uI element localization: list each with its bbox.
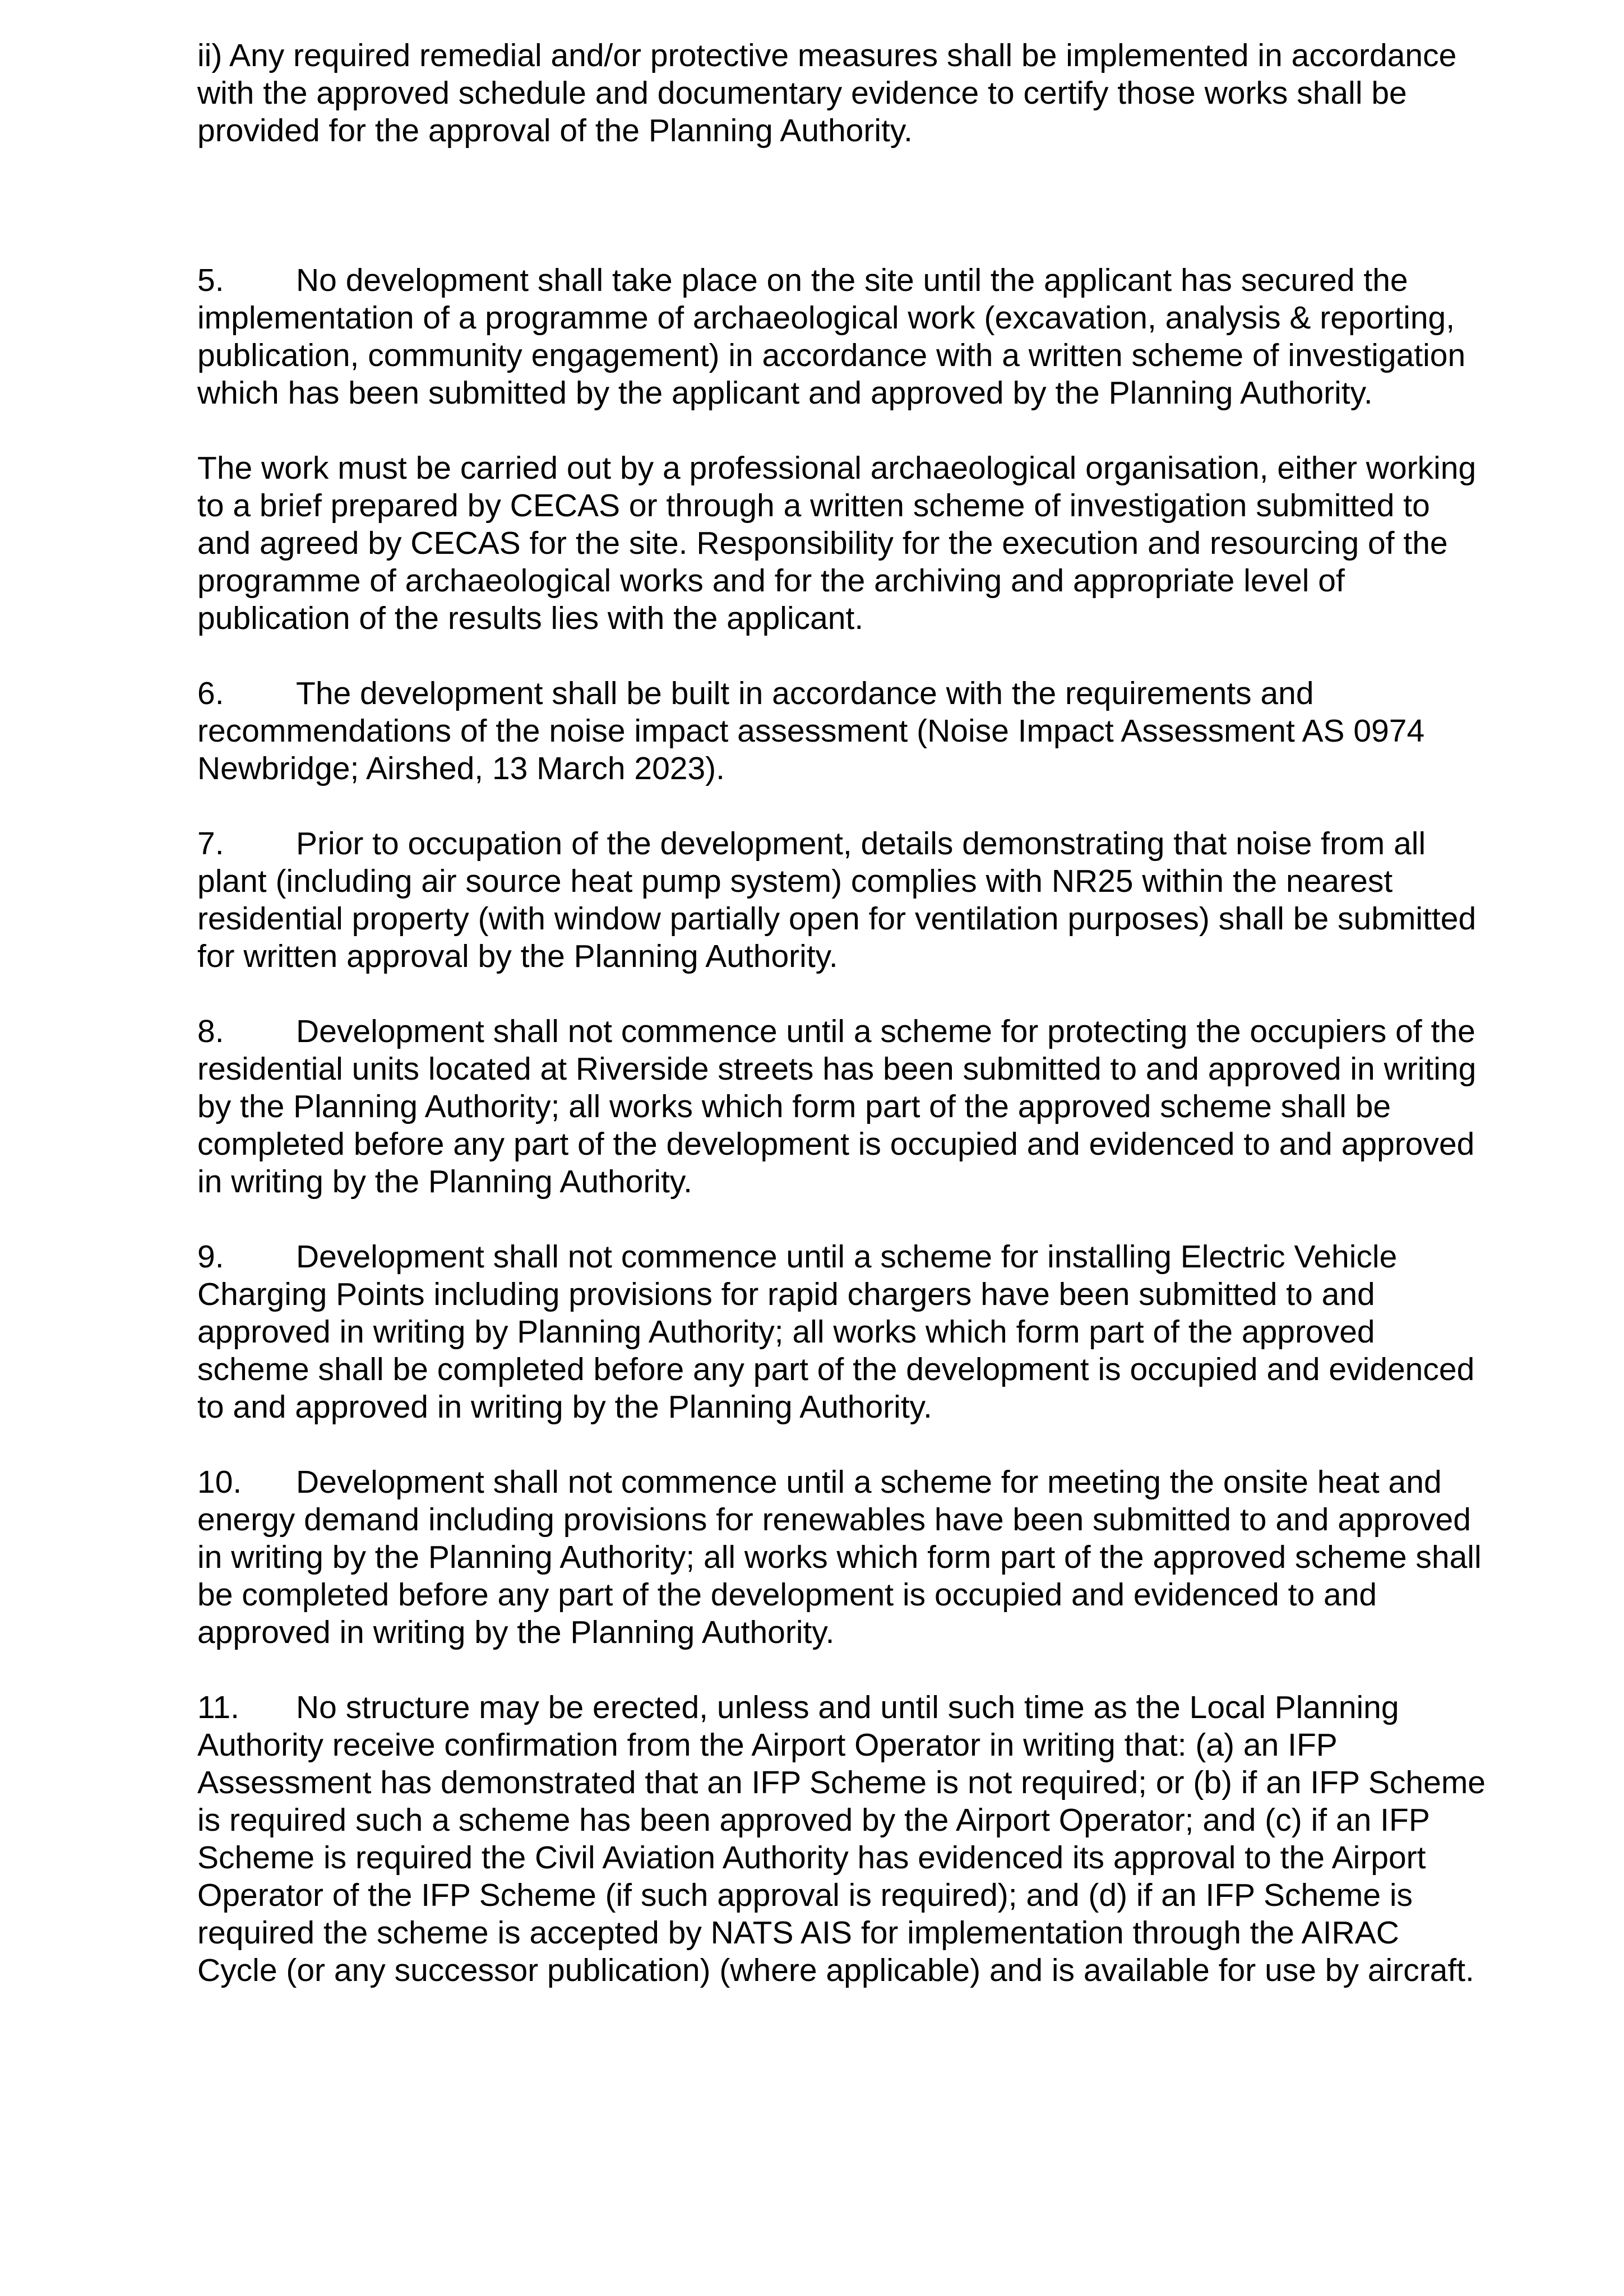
condition-5-continuation (197, 450, 1487, 637)
condition-text: The work must be carried out by a professional archaeological organisation, either working to a brief prepared by CECAS or through a written scheme of investigation submitted to and agreed by CECAS for the site. Responsibility for the execution and resourcing of the programme of archaeological works and for the archiving and appropriate level of publication of the results lies with the applicant. (197, 450, 1477, 636)
condition-10 (197, 1464, 1487, 1651)
condition-number: 10. (197, 1464, 242, 1500)
condition-text: Development shall not commence until a scheme for meeting the onsite heat and energy demand including provisions for renewables have been submitted to and approved in writing by the Planning Authority; all works which form part of the approved scheme shall be completed before any part of the development is occupied and evidenced to and approved in writing by the Planning Authority. (197, 1464, 1482, 1650)
condition-9 (197, 1238, 1487, 1426)
condition-11 (197, 1689, 1487, 1989)
condition-text: Development shall not commence until a scheme for installing Electric Vehicle Charging Points including provisions for rapid chargers have been submitted to and approved in writing by Planning Authority; all works which form part of the approved scheme shall be completed before any part of the development is occupied and evidenced to and approved in writing by the Planning Authority. (197, 1239, 1475, 1425)
condition-6 (197, 675, 1487, 788)
condition-text: Prior to occupation of the development, details demonstrating that noise from all plant (including air source heat pump system) complies with NR25 within the nearest residential property (with window partially open for ventilation purposes) shall be submitted for written approval by the Planning Authority. (197, 826, 1477, 974)
document-page (197, 37, 1487, 2027)
condition-text: Development shall not commence until a scheme for protecting the occupiers of the residential units located at Riverside streets has been submitted to and approved in writing by the Planning Authority; all works which form part of the approved scheme shall be completed before any part of the development is occupied and evidenced to and approved in writing by the Planning Authority. (197, 1013, 1477, 1200)
condition-number: 8. (197, 1013, 224, 1049)
condition-number: 5. (197, 262, 224, 298)
condition-number: 9. (197, 1239, 224, 1275)
condition-text: The development shall be built in accordance with the requirements and recommendations of the noise impact assessment (Noise Impact Assessment AS 0974 Newbridge; Airshed, 13 March 2023). (197, 675, 1425, 786)
condition-text: No structure may be erected, unless and until such time as the Local Planning Authority receive confirmation from the Airport Operator in writing that: (a) an IFP Assessment has demonstrated that an IFP Scheme is not required; or (b) if an IFP Scheme is required such a scheme has been approved by the Airport Operator; and (c) if an IFP Scheme is required the Civil Aviation Authority has evidenced its approval to the Airport Operator of the IFP Scheme (if such approval is required); and (d) if an IFP Scheme is required the scheme is accepted by NATS AIS for implementation through the AIRAC Cycle (or any successor publication) (where applicable) and is available for use by aircraft. (197, 1689, 1486, 1988)
condition-number: 7. (197, 826, 224, 862)
condition-5 (197, 262, 1487, 412)
condition-number: 11. (197, 1689, 240, 1725)
condition-8 (197, 1013, 1487, 1201)
condition-number: 6. (197, 675, 224, 711)
condition-7 (197, 825, 1487, 975)
intro-paragraph: ii) Any required remedial and/or protective measures shall be implemented in accordance with the approved schedule and documentary evidence to certify those works shall be provided for the approval of the Planning Authority. (197, 38, 1457, 149)
condition-text: No development shall take place on the site until the applicant has secured the implementation of a programme of archaeological work (excavation, analysis & reporting, publication, community engagement) in accordance with a written scheme of investigation which has been submitted by the applicant and approved by the Planning Authority. (197, 262, 1466, 411)
